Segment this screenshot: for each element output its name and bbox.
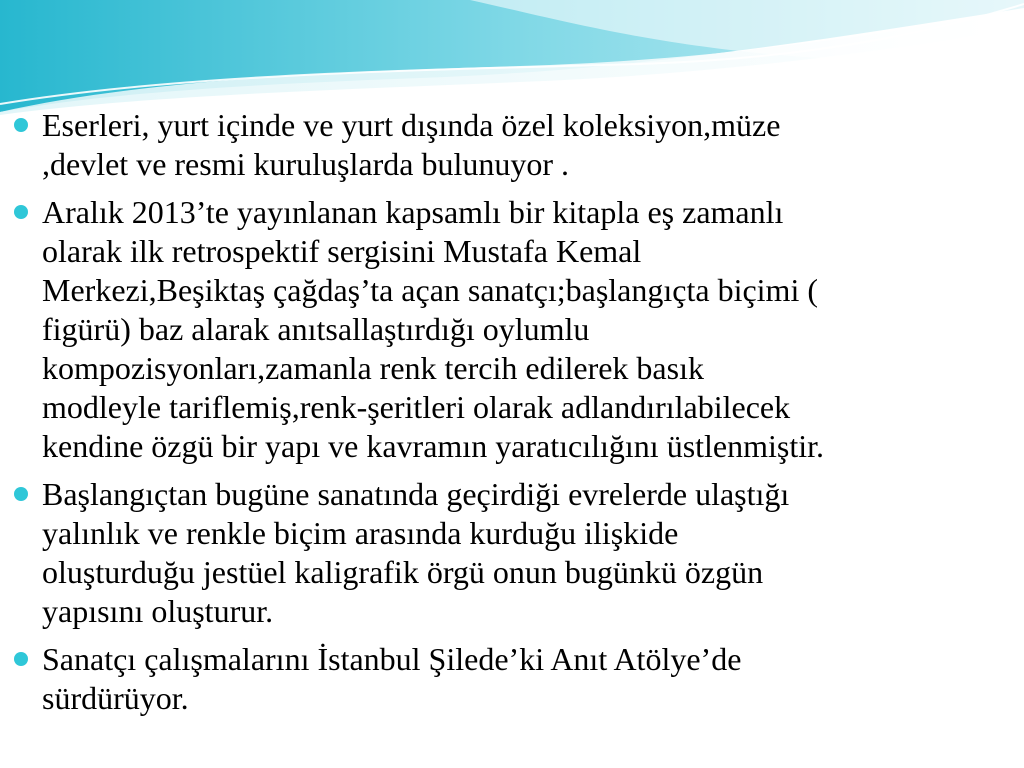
bullet-text: Başlangıçtan bugüne sanatında geçirdiği evrelerde ulaştığı yalınlık ve renkle biçim arasında kurduğu ilişkide oluşturduğu jestüel kaligrafik örgü onun bugünkü özgün yapısını oluşturur. [42,476,790,629]
bullet-dot-icon [14,652,28,666]
header-wave-decoration [0,0,1024,115]
bullet-text: Aralık 2013’te yayınlanan kapsamlı bir kitapla eş zamanlı olarak ilk retrospektif sergisini Mustafa Kemal Merkezi,Beşiktaş çağdaş’ta açan sanatçı;başlangıçta biçimi ( figürü) baz alarak anıtsallaştırdığı oylumlu kompozisyonları,zamanla renk tercih edilerek basık modleyle tariflemiş,renk-şeritleri olarak adlandırılabilecek kendine özgü bir yapı ve kavramın yaratıcılığını üstlenmiştir. [42,194,825,464]
bullet-dot-icon [14,487,28,501]
bullet-list [14,106,1014,727]
bullet-item [14,475,1014,631]
bullet-item [14,640,1014,718]
bullet-item [14,106,1014,184]
bullet-text: Eserleri, yurt içinde ve yurt dışında özel koleksiyon,müze ,devlet ve resmi kuruluşlarda bulunuyor . [42,107,781,182]
bullet-text: Sanatçı çalışmalarını İstanbul Şilede’ki Anıt Atölye’de sürdürüyor. [42,641,742,716]
bullet-dot-icon [14,118,28,132]
bullet-item [14,193,1014,466]
bullet-dot-icon [14,205,28,219]
